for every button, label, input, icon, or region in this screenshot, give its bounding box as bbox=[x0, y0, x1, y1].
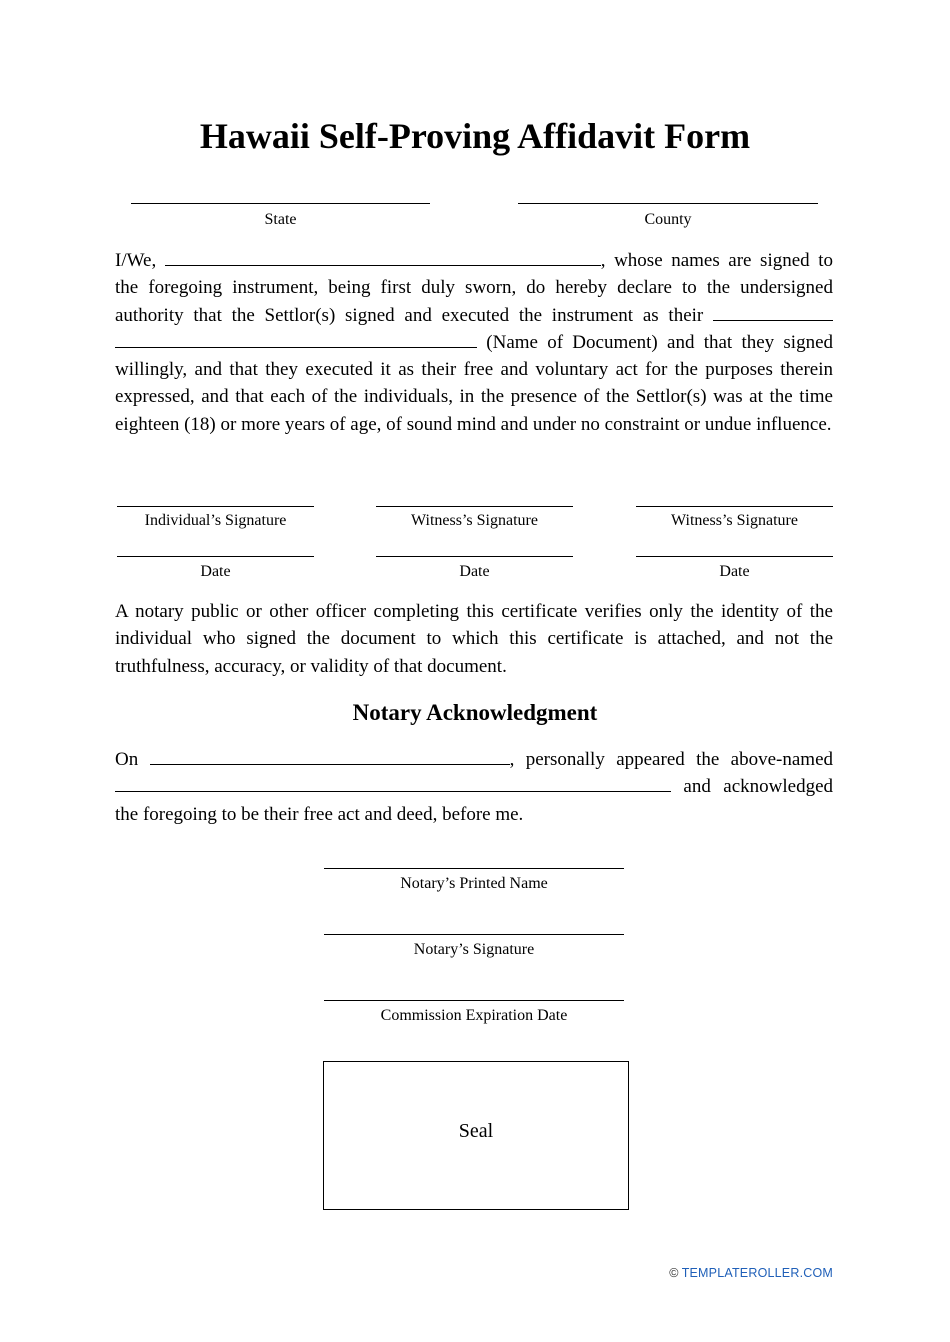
notary-acknowledgment-heading: Notary Acknowledgment bbox=[352, 700, 598, 725]
declaration-after-names: , whose names are signed to the foregoing instrument, being first duly sworn, do hereby declare to the undersigned authority that the Settlor(s) signed and executed the instrument as their bbox=[115, 250, 833, 326]
declaration-after-document: (Name of Document) and that they signed willingly, and that they executed it as their free and voluntary act for the purposes therein expressed, and that each of the individuals, in the presence of the Settlor(s) was at the time eighteen (18) or more years of age, of sound mind and under no constraint or undue influence. bbox=[115, 331, 834, 435]
declaration-paragraph bbox=[115, 247, 833, 438]
individual-signature-label: Individual’s Signature bbox=[144, 512, 287, 529]
acknowledgment-date-blank[interactable] bbox=[150, 746, 510, 765]
witness2-date-label: Date bbox=[719, 563, 750, 580]
document-name-blank-part1[interactable] bbox=[713, 302, 833, 321]
state-line[interactable] bbox=[131, 203, 430, 204]
notary-printed-name-line[interactable] bbox=[324, 868, 624, 869]
witness2-date-line[interactable] bbox=[636, 556, 833, 557]
individual-date-line[interactable] bbox=[117, 556, 314, 557]
notary-on-label: On bbox=[115, 749, 139, 770]
copyright-icon: © bbox=[669, 1266, 679, 1280]
document-name-blank-part2[interactable] bbox=[115, 329, 477, 348]
individual-date-label: Date bbox=[200, 563, 231, 580]
notary-appeared-text: , personally appeared the above-named bbox=[509, 749, 833, 770]
commission-expiration-line[interactable] bbox=[324, 1000, 624, 1001]
notary-acknowledgment-paragraph bbox=[115, 746, 833, 828]
county-label: County bbox=[644, 211, 692, 228]
witness1-date-line[interactable] bbox=[376, 556, 573, 557]
county-line[interactable] bbox=[518, 203, 818, 204]
seal-box bbox=[323, 1061, 629, 1210]
commission-expiration-label: Commission Expiration Date bbox=[380, 1007, 568, 1024]
witness2-signature-line[interactable] bbox=[636, 506, 833, 507]
seal-label: Seal bbox=[458, 1120, 494, 1142]
notary-printed-name-label: Notary’s Printed Name bbox=[400, 875, 548, 892]
witness2-signature-label: Witness’s Signature bbox=[671, 512, 798, 529]
appeared-names-blank[interactable] bbox=[115, 773, 671, 792]
state-label: State bbox=[264, 211, 297, 228]
witness1-signature-label: Witness’s Signature bbox=[411, 512, 538, 529]
individual-signature-line[interactable] bbox=[117, 506, 314, 507]
witness1-date-label: Date bbox=[459, 563, 490, 580]
notary-acknowledged-text: and acknowledged bbox=[683, 776, 834, 798]
notary-closing-text: the foregoing to be their free act and deed, before me. bbox=[115, 803, 524, 825]
names-blank[interactable] bbox=[165, 247, 601, 266]
notary-signature-line[interactable] bbox=[324, 934, 624, 935]
declaration-intro: I/We, bbox=[115, 250, 157, 271]
footer-credit[interactable] bbox=[669, 1266, 833, 1280]
footer-site-link[interactable]: TEMPLATEROLLER.COM bbox=[681, 1266, 833, 1280]
notary-signature-label: Notary’s Signature bbox=[413, 941, 535, 958]
document-title: Hawaii Self-Proving Affidavit Form bbox=[199, 116, 751, 156]
witness1-signature-line[interactable] bbox=[376, 506, 573, 507]
notary-notice-paragraph: A notary public or other officer completing this certificate verifies only the identity of the individual who signed the document to which this certificate is attached, and not the truthfulness, accuracy, or validity of that document. bbox=[115, 601, 833, 677]
